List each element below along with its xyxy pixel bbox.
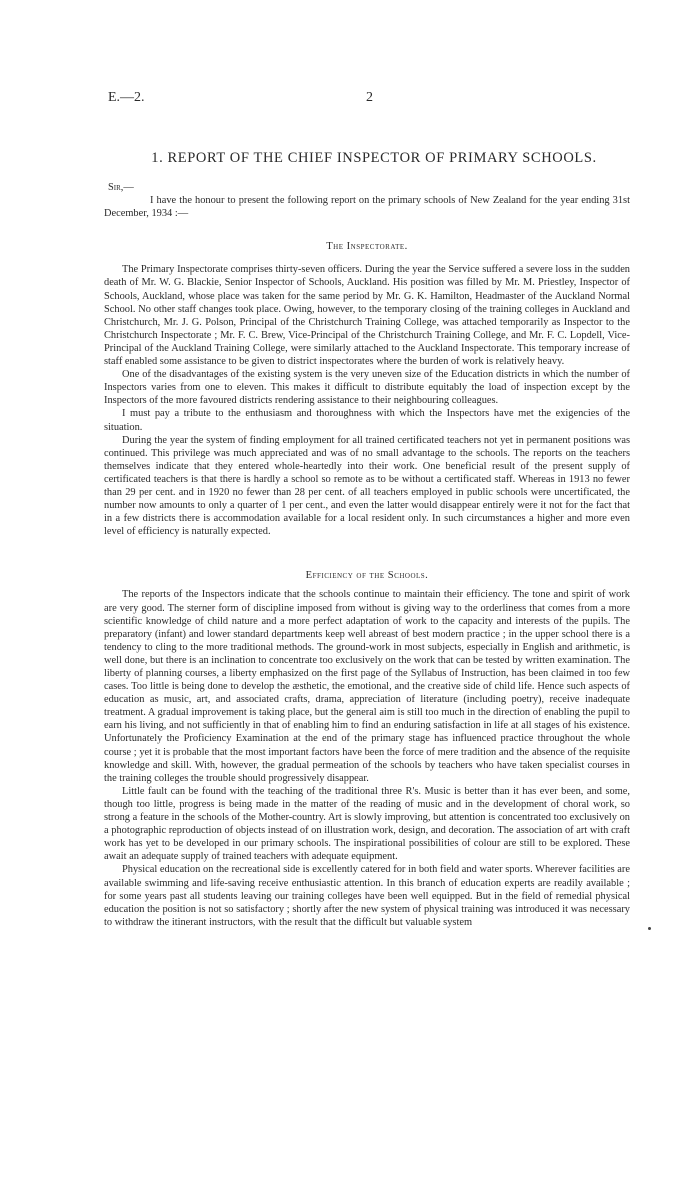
page-number: 2 [366, 90, 373, 105]
intro-paragraph: I have the honour to present the following report on the primary schools of New Zealand for the year ending 31st December, 1934 :— [104, 195, 630, 220]
section-heading: Efficiency of the Schools. [305, 570, 429, 582]
page-header [108, 90, 628, 110]
section-efficiency [104, 569, 630, 929]
paragraph: The Primary Inspectorate comprises thirty-seven officers. During the year the Service suffered a severe loss in the sudden death of Mr. W. G. Blackie, Senior Inspector of Schools, Auckland. His position was filled by Mr. M. Priestley, Inspector of Schools, Auckland, whose place was taken for the same period by Mr. G. K. Hamilton, Headmaster of the Auckland Normal School. No other staff changes took place. Owing, however, to the temporary closing of the training colleges in Auckland and Christchurch, Mr. J. G. Polson, Principal of the Christchurch Training College, was attached temporarily as Inspector to the Christchurch Inspectorate ; Mr. F. C. Brew, Vice-Principal of the Christchurch Training College, and Mr. F. C. Lopdell, Vice-Principal of the Auckland Training College, were similarly attached to the Auckland Inspectorate. This temporary increase of staff enabled some assistance to be given to district inspectorates where the burden of work is relatively heavy. [104, 264, 630, 368]
report-title: 1. REPORT OF THE CHIEF INSPECTOR OF PRIMARY SCHOOLS. [151, 150, 597, 166]
paragraph: Physical education on the recreational side is excellently catered for in both field and water sports. Wherever facilities are available swimming and life-saving receive enthusiastic attention. In this branch of education experts are readily available ; for some years past all students leaving our training colleges have been well equipped. But in the field of remedial physical education the position is not so satisfactory ; shortly after the new system of physical training was introduced it was necessary to withdraw the itinerant instructors, with the result that the difficult but valuable system [104, 864, 630, 928]
paragraph: During the year the system of finding employment for all trained certificated teachers not yet in permanent positions was continued. This privilege was much appreciated and was of no small advantage to the schools. The reports on the teachers themselves indicate that they entered whole-heartedly into their work. One beneficial result of the present supply of certificated teachers is that there is hardly a school so remote as to be without a certificated staff. Whereas in 1913 no fewer than 29 per cent. and in 1920 no fewer than 28 per cent. of all teachers employed in public schools were uncertificated, the number now amounts to only a quarter of 1 per cent., and even the latter would disappear entirely were it not for the fact that in a few districts there is accommodation available for a local resident only. In such circumstances a higher and more even level of efficiency is naturally expected. [104, 434, 630, 538]
salutation: Sir,— [108, 182, 134, 193]
paragraph: I must pay a tribute to the enthusiasm and thoroughness with which the Inspectors have met the exigencies of the situation. [104, 408, 630, 433]
paragraph: The reports of the Inspectors indicate that the schools continue to maintain their efficiency. The tone and spirit of work are very good. The sterner form of discipline imposed from without is giving way to the orderliness that comes from a more scientific knowledge of child nature and a more perfect adaptation of work to the capacity and interests of the pupils. The preparatory (infant) and lower standard departments keep well abreast of best modern practice ; in the upper school there is a tendency to cling to the more traditional methods. The ground-work in most subjects, especially in English and arithmetic, is well done, but there is an inclination to concentrate too exclusively on the work that can be tested by written examination. The liberty of planning courses, a liberty emphasized on the first page of the Syllabus of Instruction, has been claimed in too few cases. Too little is being done to develop the æsthetic, the emotional, and the creative side of child life. Hence such aspects of education as music, art, and associated crafts, drama, appreciation of literature (including poetry), receive inadequate treatment. A gradual improvement is taking place, but the general aim is still too much in the direction of enabling the pupil to earn his living, and not sufficiently in that of enabling him to find an enduring satisfaction in life at all stages of his existence. Unfortunately the Proficiency Examination at the end of the primary stage has influenced practice throughout the whole course ; yet it is probable that the most important factors have been the force of mere tradition and the absence of the requisite knowledge and skill. With, however, the gradual permeation of the schools by teachers who have taken specialist courses in the training colleges the trouble should progressively disappear. [104, 589, 630, 784]
report-body [104, 181, 630, 929]
margin-mark [648, 927, 651, 930]
section-heading: The Inspectorate. [326, 241, 408, 253]
paragraph: Little fault can be found with the teaching of the traditional three R's. Music is better than it has ever been, and some, though too little, progress is being made in the matter of the reading of music and in the development of choral work, so strong a feature in the schools of the Mother-country. Art is slowly improving, but attention is concentrated too exclusively on a photographic reproduction of objects instead of on illustration work, design, and decoration. The association of art with craft work has yet to be developed in our primary schools. The inspirational possibilities of colour are still to be explored. These await an adequate supply of trained teachers with adequate equipment. [104, 785, 630, 863]
section-inspectorate [104, 240, 630, 538]
document-code: E.—2. [108, 90, 145, 105]
paragraph: One of the disadvantages of the existing system is the very uneven size of the Education districts in which the number of Inspectors varies from one to eleven. This makes it difficult to distribute equitably the load of inspection except by the Inspectors of the more favoured districts rendering assistance to their neighbouring colleagues. [104, 369, 630, 407]
